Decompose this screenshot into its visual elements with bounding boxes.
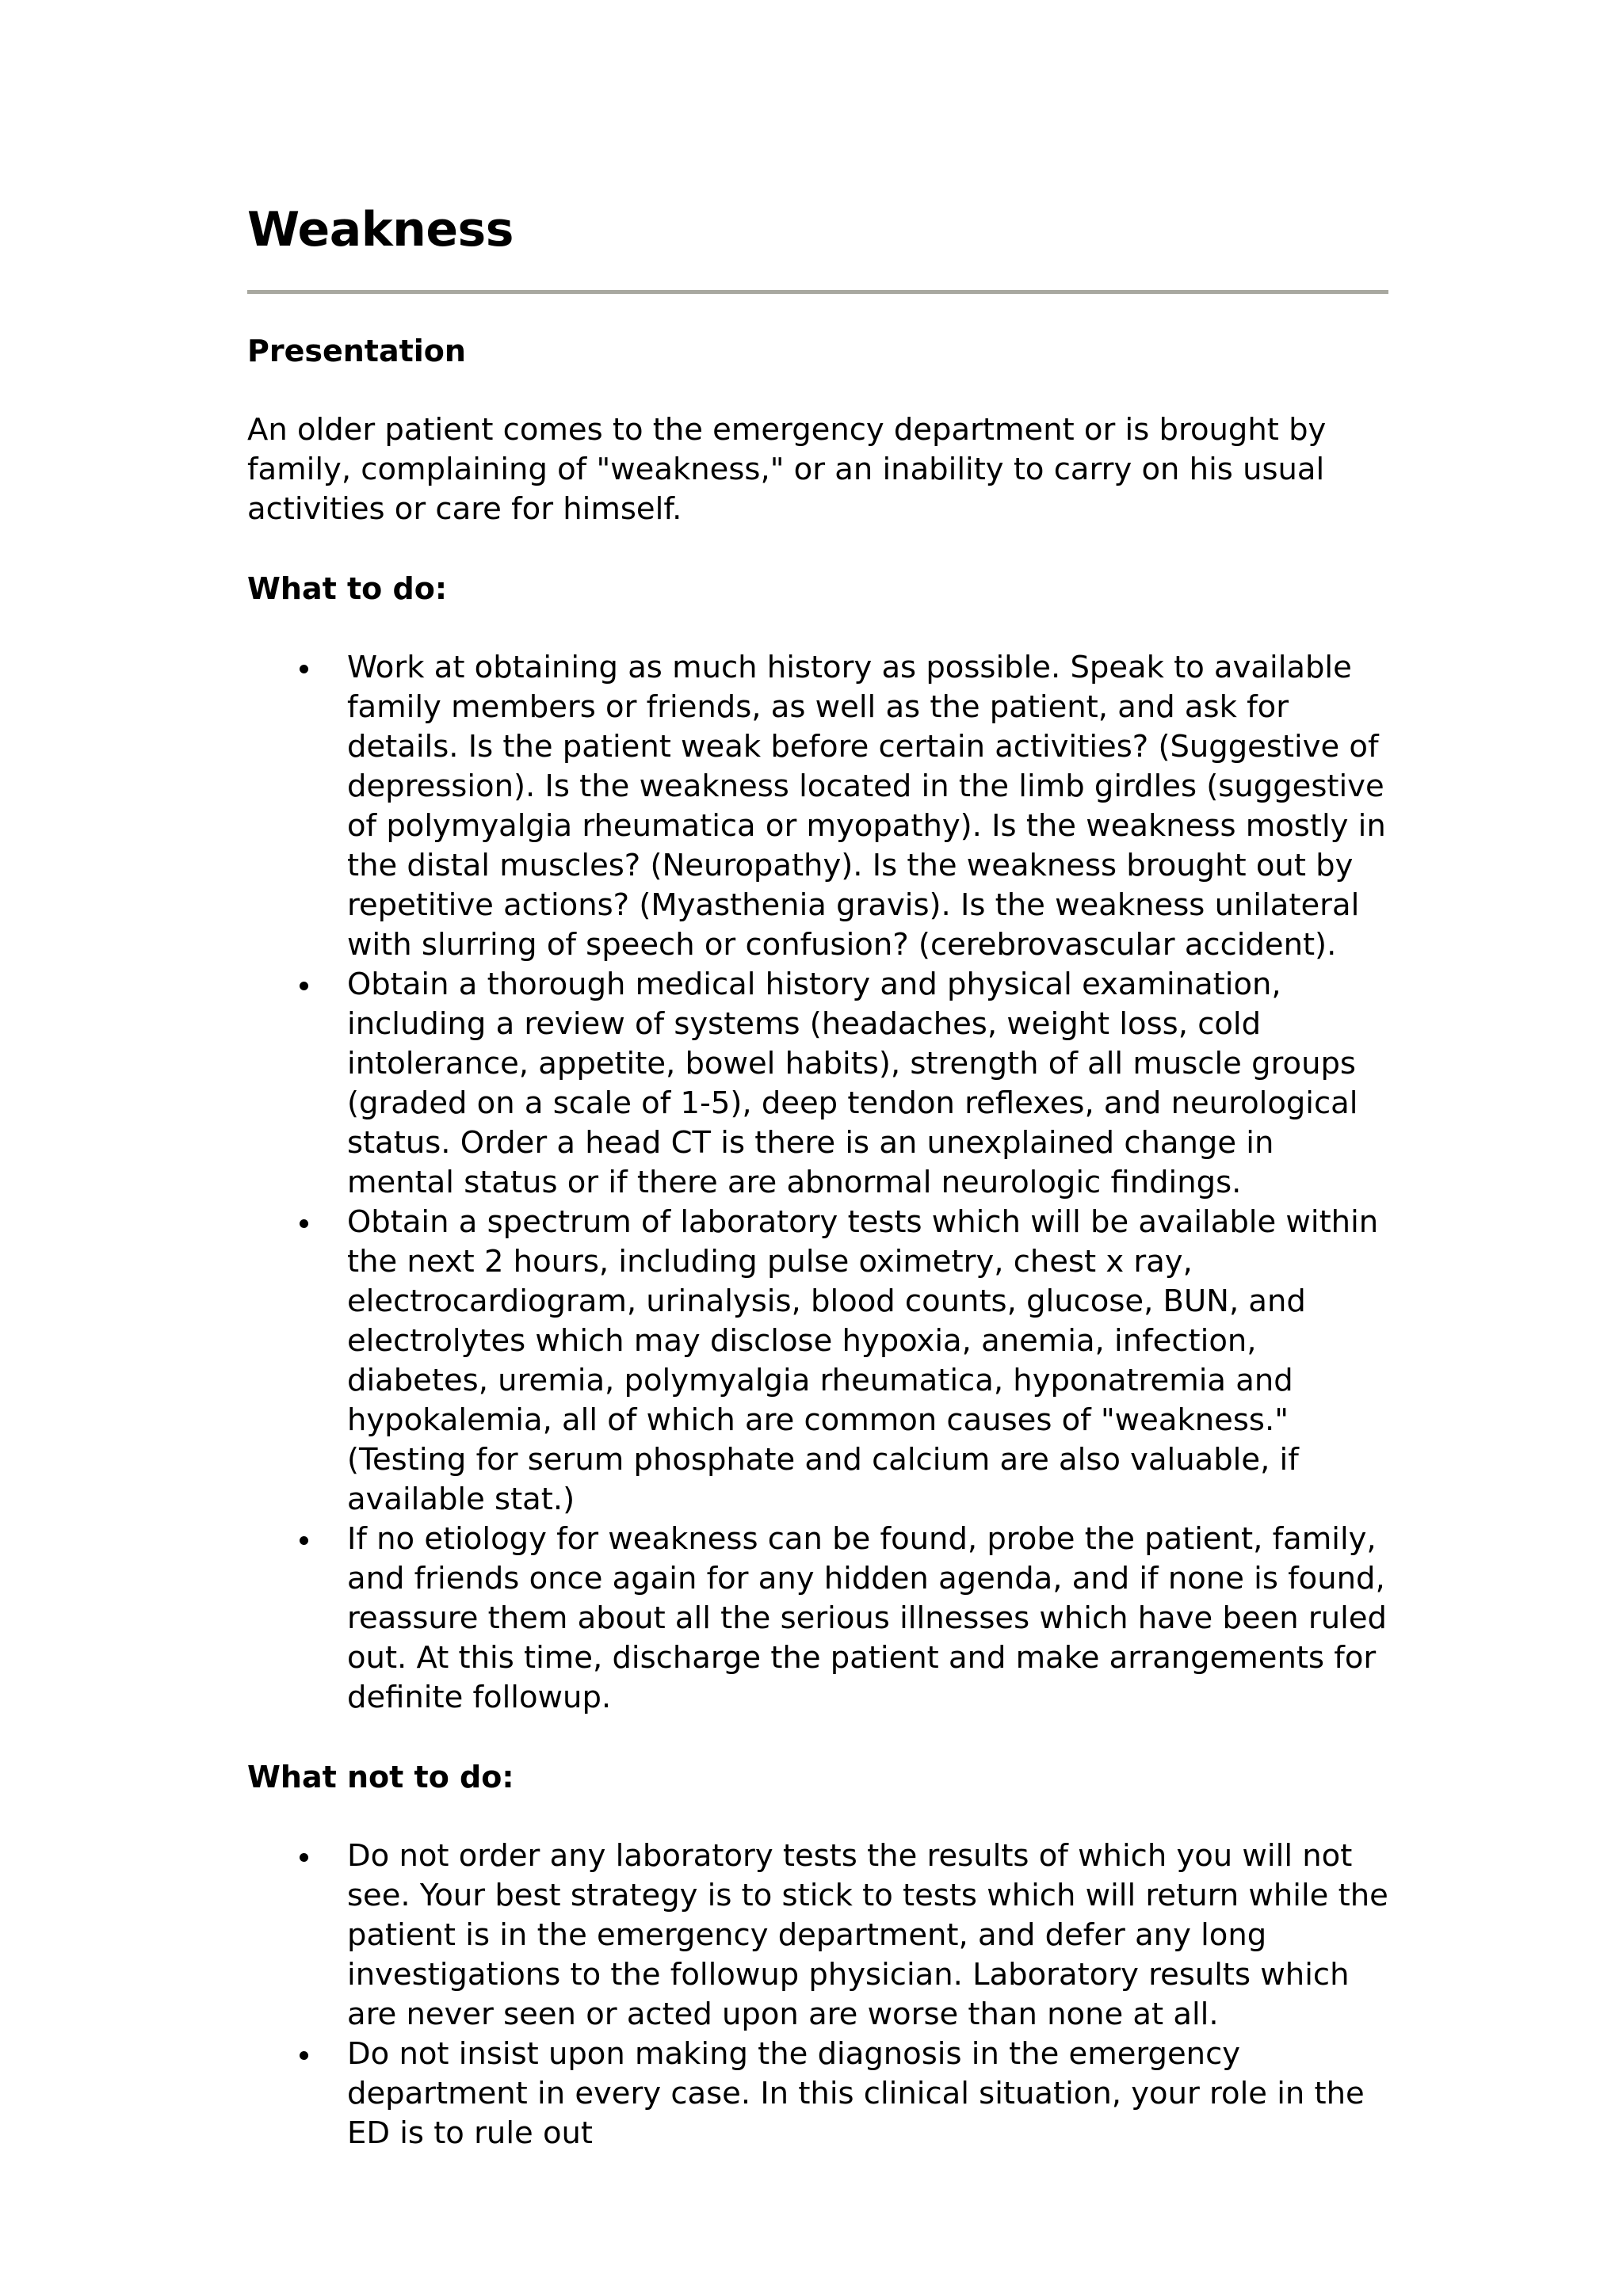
- page-title: Weakness: [247, 202, 514, 257]
- list-item: [247, 1520, 1388, 1718]
- bullet-icon: [300, 1853, 308, 1862]
- section-heading-presentation: Presentation: [247, 334, 466, 368]
- section-heading-what-not-to-do: What not to do:: [247, 1760, 514, 1794]
- list-item-text: If no etiology for weakness can be found, probe the patient, family, and friends once again for any hidden agenda, and if none is found, reassure them about all the serious illnesses which have been ruled out. At this time, discharge the patient and make arrangements for definite followup.: [347, 1521, 1387, 1715]
- what-to-do-list: [247, 648, 1388, 1718]
- list-item: [247, 1203, 1388, 1520]
- bullet-icon: [300, 2051, 308, 2060]
- list-item-text: Do not insist upon making the diagnosis in the emergency department in every case. In this clinical situation, your role in the ED is to rule out: [347, 2036, 1365, 2151]
- list-item-text: Obtain a thorough medical history and physical examination, including a review of systems (headaches, weight loss, cold intolerance, appetite, bowel habits), strength of all muscle groups (graded on a scale of 1-5), deep tendon reflexes, and neurological status. Order a head CT is there is an unexplained change in mental status or if there are abnormal neurologic findings.: [347, 967, 1358, 1200]
- list-item-text: Work at obtaining as much history as possible. Speak to available family members or friends, as well as the patient, and ask for details. Is the patient weak before certain activities? (Suggestive of depression). Is the weakness located in the limb girdles (suggestive of polymyalgia rheumatica or myopathy). Is the weakness mostly in the distal muscles? (Neuropathy). Is the weakness brought out by repetitive actions? (Myasthenia gravis). Is the weakness unilateral with slurring of speech or confusion? (cerebrovascular accident).: [347, 650, 1386, 963]
- list-item-text: Do not order any laboratory tests the results of which you will not see. Your best strategy is to stick to tests which will return while the patient is in the emergency department, and defer any long investigations to the followup physician. Laboratory results which are never seen or acted upon are worse than none at all.: [347, 1838, 1388, 2032]
- list-item: [247, 648, 1388, 965]
- bullet-icon: [300, 1219, 308, 1228]
- list-item: [247, 2035, 1388, 2153]
- list-item: [247, 1836, 1388, 2035]
- list-item: [247, 965, 1388, 1203]
- bullet-icon: [300, 1536, 308, 1545]
- what-not-to-do-list: [247, 1836, 1388, 2153]
- list-item-text: Obtain a spectrum of laboratory tests which will be available within the next 2 hours, including pulse oximetry, chest x ray, electrocardiogram, urinalysis, blood counts, glucose, BUN, and electrolytes which may disclose hypoxia, anemia, infection, diabetes, uremia, polymyalgia rheumatica, hyponatremia and hypokalemia, all of which are common causes of "weakness." (Testing for serum phosphate and calcium are also valuable, if available stat.): [347, 1204, 1379, 1517]
- title-divider: [247, 290, 1388, 294]
- bullet-icon: [300, 982, 308, 990]
- document-page: [247, 190, 1388, 2153]
- presentation-paragraph: An older patient comes to the emergency department or is brought by family, complaining of "weakness," or an inability to carry on his usual activities or care for himself.: [247, 412, 1327, 527]
- bullet-icon: [300, 665, 308, 673]
- section-heading-what-to-do: What to do:: [247, 571, 448, 606]
